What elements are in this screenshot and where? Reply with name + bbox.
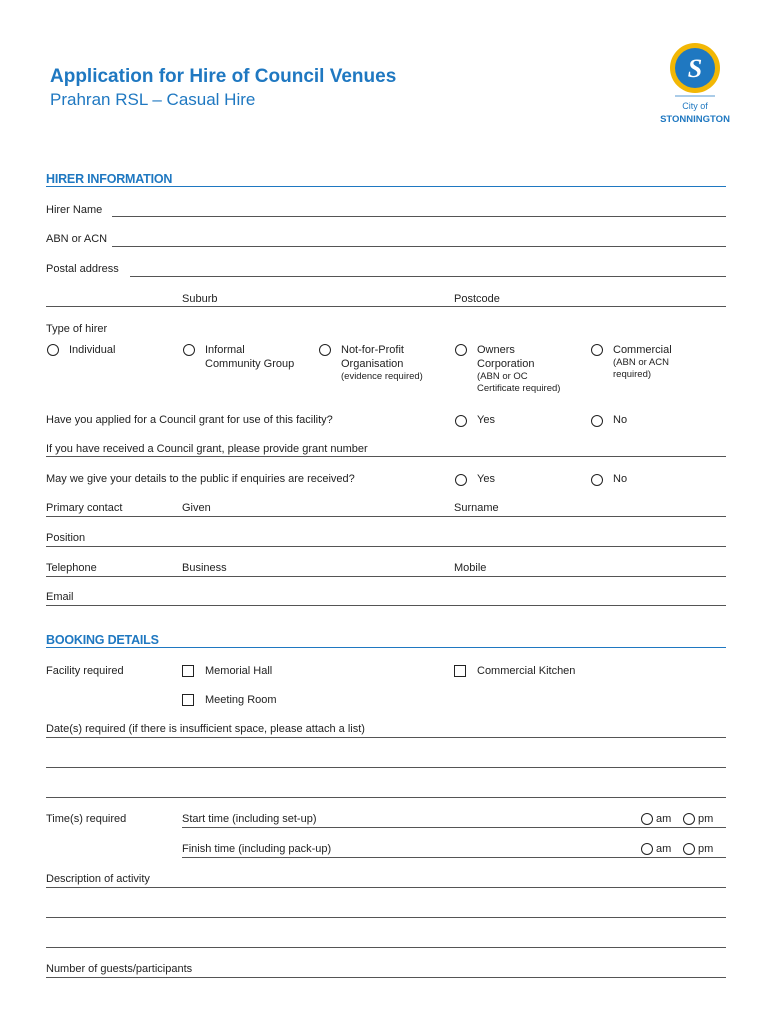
- form-subtitle: Prahran RSL – Casual Hire: [50, 90, 256, 109]
- telephone-field[interactable]: [46, 576, 726, 577]
- facility-label: Facility required: [46, 665, 124, 677]
- radio-individual[interactable]: [47, 344, 59, 356]
- start-pm-radio[interactable]: [683, 813, 695, 825]
- primary-contact-label: Primary contact: [46, 502, 123, 514]
- postcode-label: Postcode: [454, 293, 500, 305]
- type-owners-note: (ABN or OC Certificate required): [477, 371, 561, 394]
- telephone-label: Telephone: [46, 562, 97, 574]
- public-yes-radio[interactable]: [455, 474, 467, 486]
- type-individual: Individual: [69, 344, 116, 356]
- commercial-kitchen-label: Commercial Kitchen: [477, 665, 576, 677]
- description-field-3[interactable]: [46, 947, 726, 948]
- description-label: Description of activity: [46, 873, 150, 885]
- city-logo: [660, 42, 730, 128]
- grant-no-radio[interactable]: [591, 415, 603, 427]
- type-not-for-profit-note: (evidence required): [341, 371, 423, 382]
- type-owners-corporation: Owners Corporation: [477, 344, 535, 370]
- guests-label: Number of guests/participants: [46, 963, 193, 975]
- hirer-section-title: HIRER INFORMATION: [46, 172, 173, 186]
- radio-commercial[interactable]: [591, 344, 603, 356]
- booking-section-rule: [46, 647, 726, 648]
- finish-time-field[interactable]: [182, 857, 726, 858]
- dates-field-3[interactable]: [46, 797, 726, 798]
- postal-field[interactable]: [130, 276, 726, 277]
- radio-informal-community-group[interactable]: [183, 344, 195, 356]
- email-label: Email: [46, 591, 74, 603]
- hirer-name-field[interactable]: [112, 216, 726, 217]
- finish-pm-label: pm: [698, 843, 714, 855]
- grant-number-field[interactable]: [46, 456, 726, 457]
- start-pm-label: pm: [698, 813, 714, 825]
- position-field[interactable]: [46, 546, 726, 547]
- radio-not-for-profit[interactable]: [319, 344, 331, 356]
- meeting-room-checkbox[interactable]: [182, 694, 194, 706]
- public-yes-label: Yes: [477, 473, 495, 485]
- hirer-name-label: Hirer Name: [46, 204, 103, 216]
- finish-am-label: am: [656, 843, 672, 855]
- type-informal: Informal Community Group: [205, 344, 295, 370]
- position-label: Position: [46, 532, 86, 544]
- grant-yes-radio[interactable]: [455, 415, 467, 427]
- finish-am-radio[interactable]: [641, 843, 653, 855]
- email-field[interactable]: [46, 605, 726, 606]
- commercial-kitchen-checkbox[interactable]: [454, 665, 466, 677]
- public-no-radio[interactable]: [591, 474, 603, 486]
- memorial-hall-label: Memorial Hall: [205, 665, 273, 677]
- finish-pm-radio[interactable]: [683, 843, 695, 855]
- suburb-postcode-field[interactable]: [46, 306, 726, 307]
- given-label: Given: [182, 502, 211, 514]
- form-title: Application for Hire of Council Venues: [50, 66, 397, 87]
- start-am-label: am: [656, 813, 672, 825]
- grant-yes-label: Yes: [477, 414, 495, 426]
- type-not-for-profit: Not-for-Profit Organisation: [341, 344, 404, 370]
- surname-label: Surname: [454, 502, 499, 514]
- meeting-room-label: Meeting Room: [205, 694, 277, 706]
- memorial-hall-checkbox[interactable]: [182, 665, 194, 677]
- abn-label: ABN or ACN: [46, 233, 108, 245]
- finish-time-label: Finish time (including pack-up): [182, 843, 332, 855]
- booking-section-title: BOOKING DETAILS: [46, 633, 159, 647]
- grant-question: Have you applied for a Council grant for use of this facility?: [46, 414, 333, 426]
- mobile-label: Mobile: [454, 562, 487, 574]
- grant-number-label: If you have received a Council grant, please provide grant number: [46, 443, 368, 455]
- hirer-section-rule: [46, 186, 726, 187]
- description-field-2[interactable]: [46, 917, 726, 918]
- dates-field-2[interactable]: [46, 767, 726, 768]
- grant-no-label: No: [613, 414, 628, 426]
- logo-line1: City of: [682, 101, 708, 111]
- times-label: Time(s) required: [46, 813, 127, 825]
- description-field-1[interactable]: [46, 887, 726, 888]
- start-am-radio[interactable]: [641, 813, 653, 825]
- logo-letter: S: [687, 54, 703, 83]
- dates-label: Date(s) required (if there is insufficient space, please attach a list): [46, 723, 365, 735]
- type-of-hirer-label: Type of hirer: [46, 323, 108, 335]
- start-time-label: Start time (including set-up): [182, 813, 317, 825]
- suburb-label: Suburb: [182, 293, 218, 305]
- primary-contact-field[interactable]: [46, 516, 726, 517]
- business-label: Business: [182, 562, 227, 574]
- type-commercial-note: (ABN or ACN required): [613, 357, 669, 380]
- guests-field[interactable]: [46, 977, 726, 978]
- logo-line2: STONNINGTON: [660, 114, 730, 125]
- postal-label: Postal address: [46, 263, 119, 275]
- radio-owners-corporation[interactable]: [455, 344, 467, 356]
- public-no-label: No: [613, 473, 628, 485]
- start-time-field[interactable]: [182, 827, 726, 828]
- dates-field-1[interactable]: [46, 737, 726, 738]
- type-commercial: Commercial: [613, 344, 672, 356]
- abn-field[interactable]: [112, 246, 726, 247]
- public-question: May we give your details to the public if enquiries are received?: [46, 473, 355, 485]
